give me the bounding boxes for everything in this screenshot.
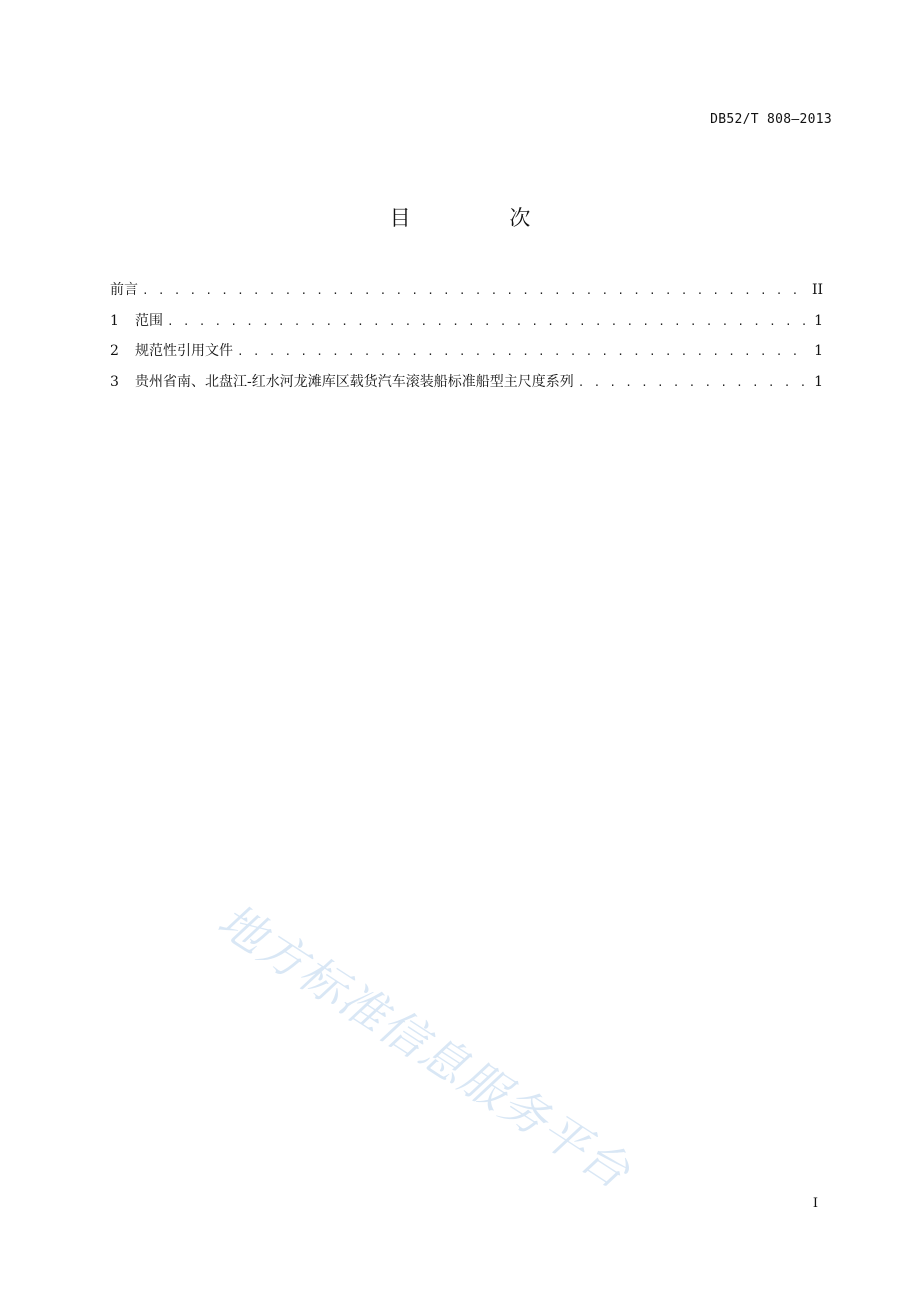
toc-dot-leader [142,284,806,297]
toc-entry-preface[interactable] [110,279,823,310]
toc-entry-text: 前言 [110,282,138,298]
toc-entry-number: 3 [110,373,119,390]
toc-entry-page: 1 [814,312,823,329]
toc-entry-number: 2 [110,343,119,359]
toc-entry-normative-references[interactable] [110,340,823,371]
toc-entry-scope[interactable] [110,310,823,341]
toc-dot-leader [237,345,807,358]
toc-entry-page: 1 [814,343,823,359]
toc-entry-text: 范围 [135,312,163,329]
watermark: 地方标准信息服务平台 [208,892,641,1200]
toc-entry-page: II [811,282,823,298]
toc-entry-number: 1 [110,312,119,329]
toc-title: 目 次 [389,206,577,230]
toc-dot-leader [578,376,807,389]
toc-entry-ship-dimension-series[interactable] [110,371,823,402]
toc-dot-leader [167,315,807,328]
page-number: I [812,1196,818,1211]
toc-list [110,279,823,401]
document-code: DB52/T 808—2013 [710,112,832,127]
toc-entry-text: 贵州省南、北盘江-红水河龙滩库区载货汽车滚装船标准船型主尺度系列 [135,373,574,390]
toc-entry-page: 1 [814,373,823,390]
toc-entry-text: 规范性引用文件 [135,343,233,359]
